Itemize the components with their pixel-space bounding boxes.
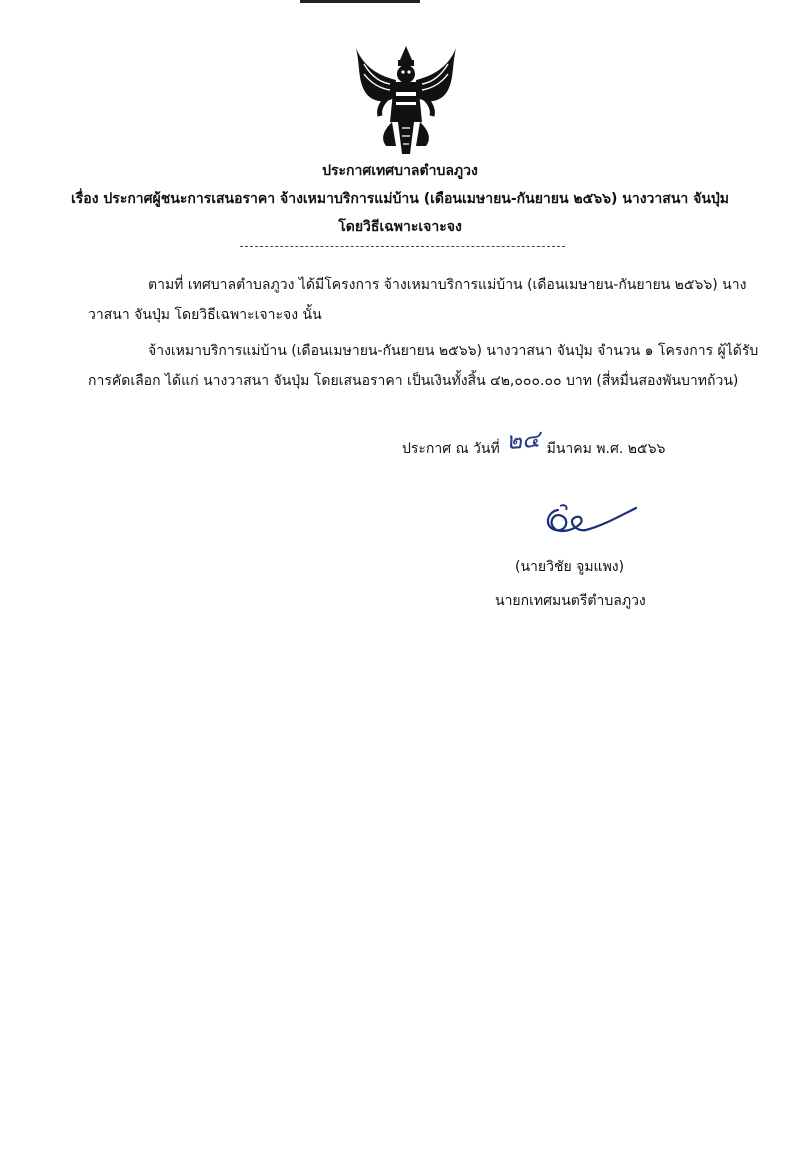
paragraph-1-line-1: ตามที่ เทศบาลตำบลภูวง ได้มีโครงการ จ้างเหมาบริการแม่บ้าน (เดือนเมษายน-กันยายน ๒๕๖๖) นาง (148, 277, 747, 293)
paragraph-1-line-2: วาสนา จันปุ่ม โดยวิธีเฉพาะเจาะจง นั้น (88, 307, 322, 323)
signer-title: นายกเทศมนตรีตำบลภูวง (495, 593, 646, 609)
announcement-day-handwritten: ๒๔ (505, 424, 542, 456)
scan-edge-mark (300, 0, 420, 3)
document-title: ประกาศเทศบาลตำบลภูวง (322, 163, 478, 179)
handwritten-signature (540, 500, 640, 542)
announcement-suffix: มีนาคม พ.ศ. ๒๕๖๖ (546, 441, 666, 457)
announcement-date (402, 425, 665, 464)
document-subject: เรื่อง ประกาศผู้ชนะการเสนอราคา จ้างเหมาบริการแม่บ้าน (เดือนเมษายน-กันยายน ๒๕๖๖) นางวาสนา จันปุ่ม (70, 191, 730, 207)
document-method: โดยวิธีเฉพาะเจาะจง (338, 219, 462, 235)
garuda-emblem-icon (350, 38, 462, 156)
separator-line (240, 246, 565, 247)
paragraph-2-line-2: การคัดเลือก ได้แก่ นางวาสนา จันปุ่ม โดยเสนอราคา เป็นเงินทั้งสิ้น ๔๒,๐๐๐.๐๐ บาท (สี่หมื่นสองพันบาทถ้วน) (88, 373, 739, 389)
announcement-prefix: ประกาศ ณ วันที่ (402, 441, 500, 457)
signer-name: (นายวิชัย จูมแพง) (515, 559, 625, 575)
paragraph-2-line-1: จ้างเหมาบริการแม่บ้าน (เดือนเมษายน-กันยายน ๒๕๖๖) นางวาสนา จันปุ่ม จำนวน ๑ โครงการ ผู้ได้รับ (148, 343, 759, 359)
